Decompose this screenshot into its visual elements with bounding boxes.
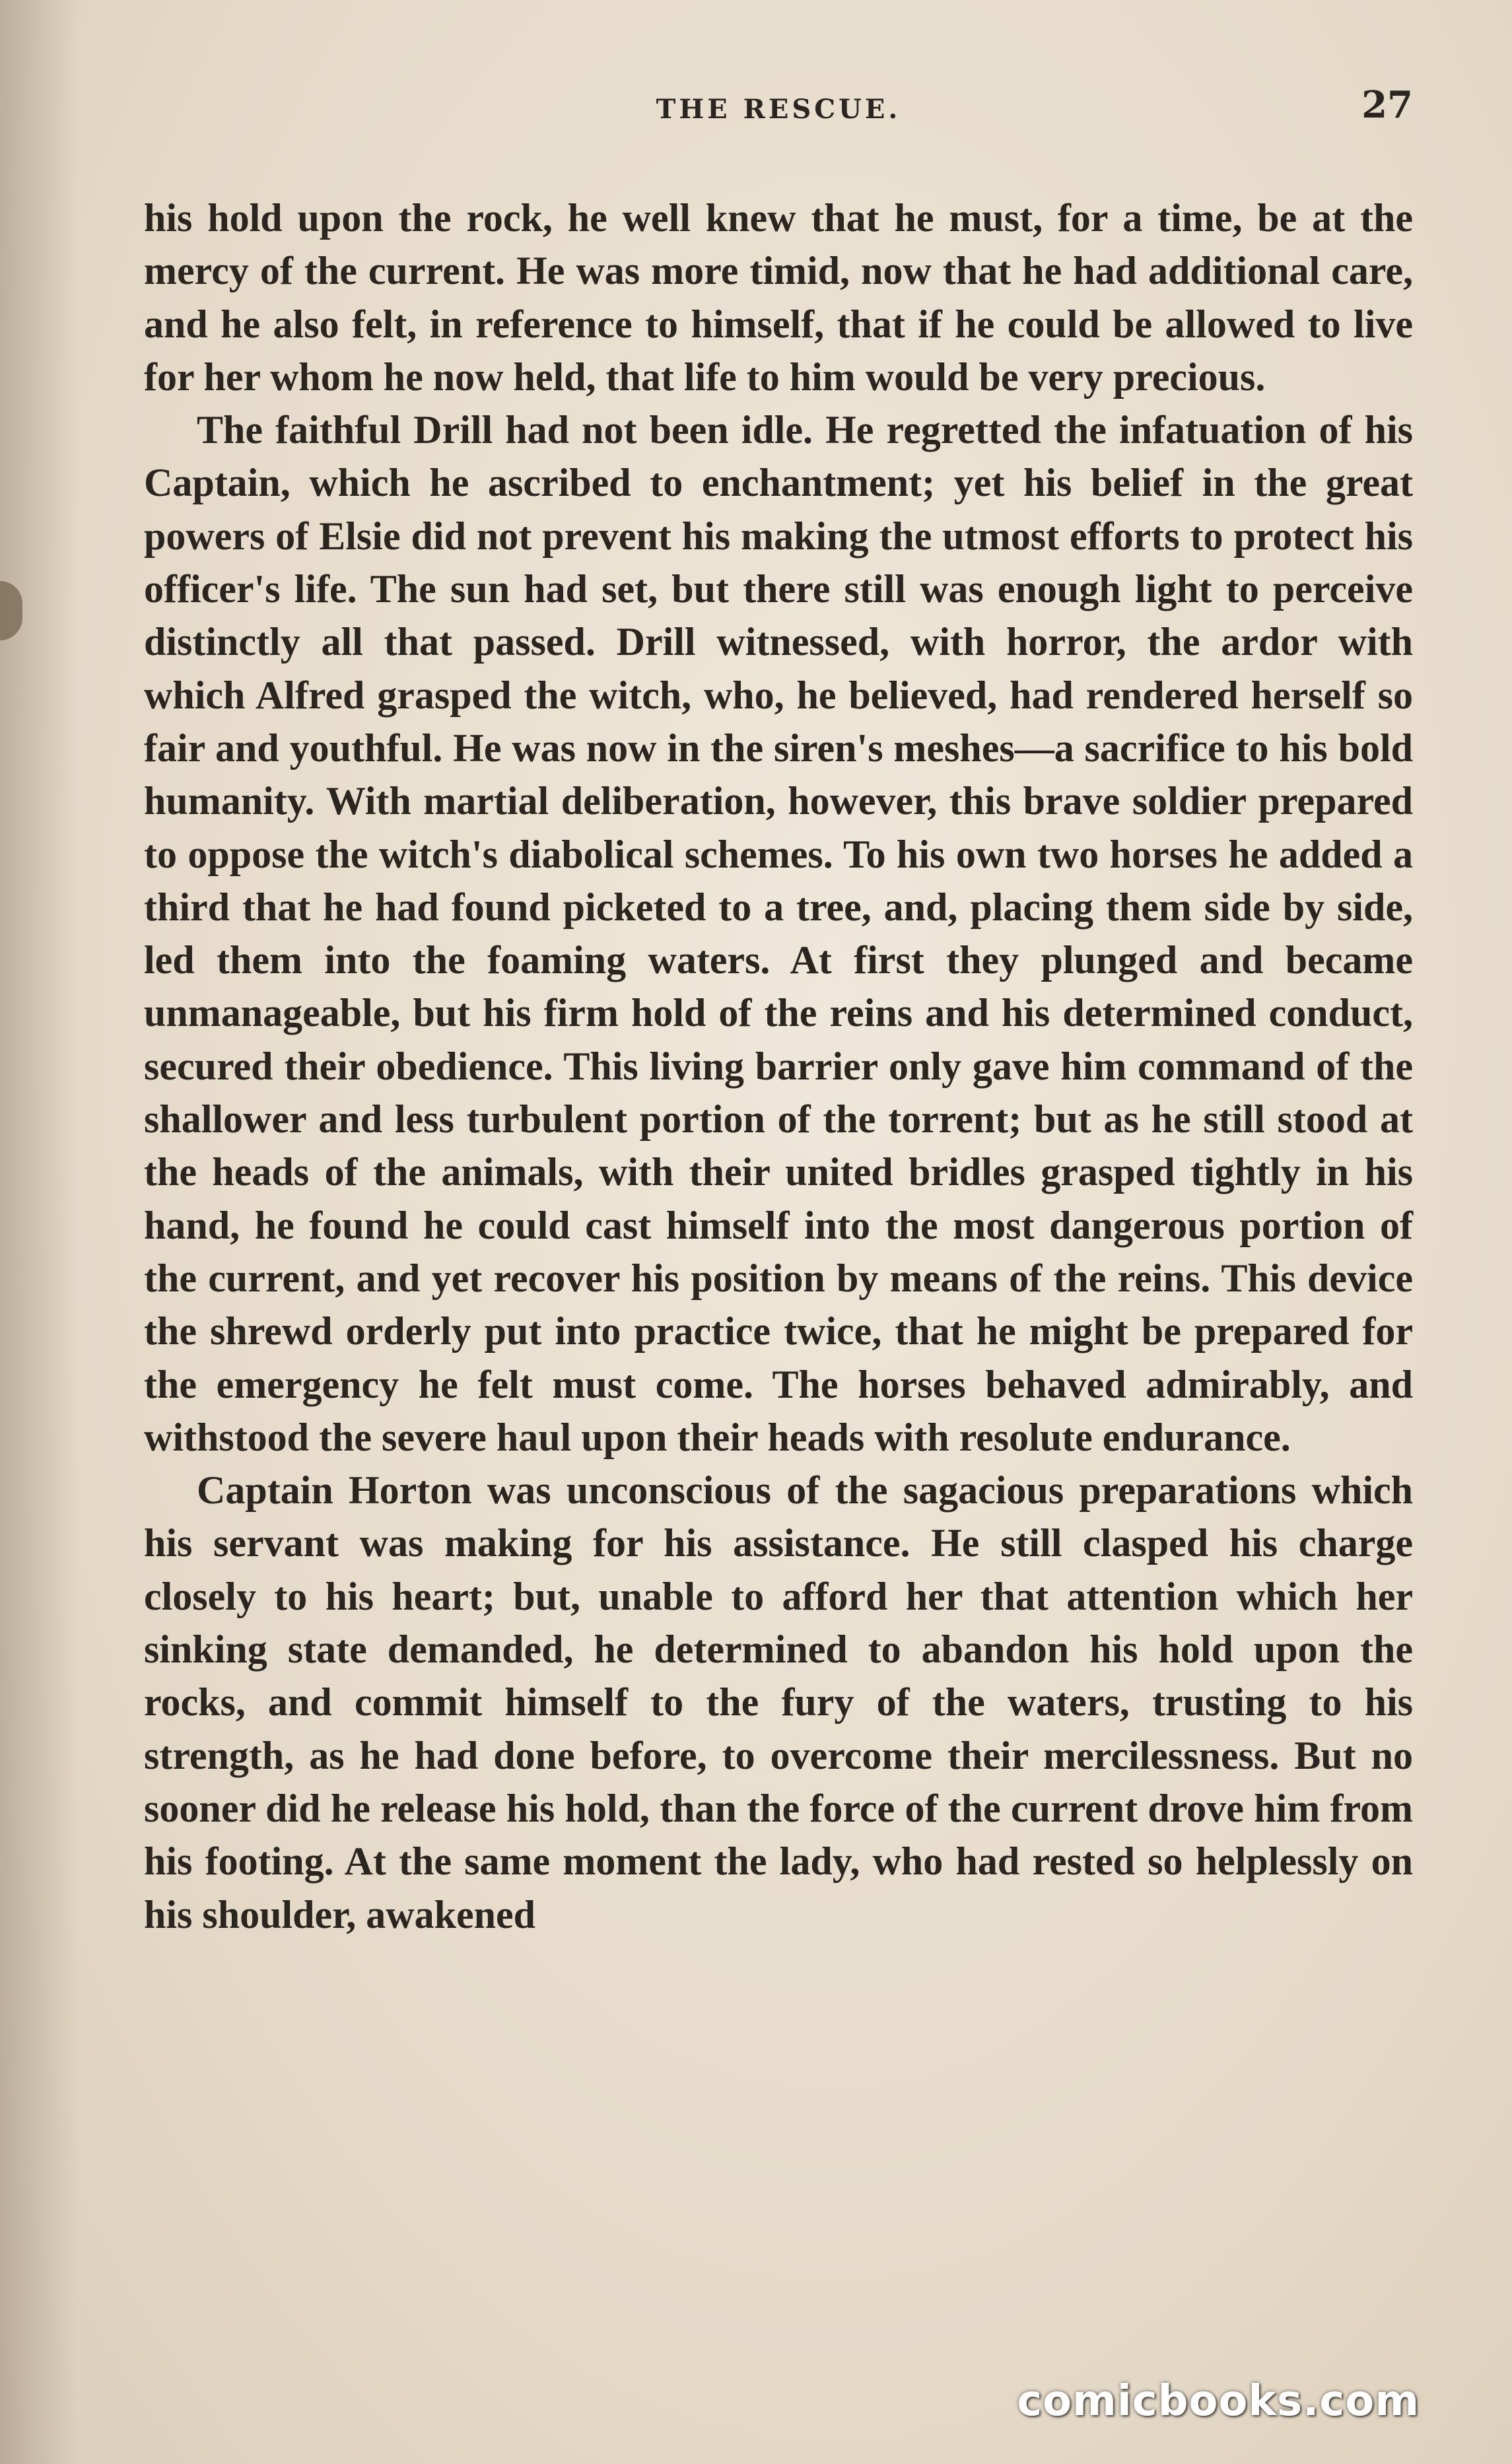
paragraph-continuation: his hold upon the rock, he well knew that he must, for a time, be at the mercy of the current. He was more timid, now that he had additional care, and he also felt, in reference to himself, that if he could be allowed to live for her whom he now held, that life to him would be very precious. xyxy=(144,196,1413,399)
gutter-shadow xyxy=(0,0,79,2464)
watermark: comicbooks.com xyxy=(1017,2377,1420,2426)
page-number: 27 xyxy=(1361,83,1413,127)
paragraph-captain-horton: Captain Horton was unconscious of the sagacious preparations which his servant was making for his assistance. He still clasped his charge closely to his heart; but, unable to afford her that attention which her sinking state demanded, he determined to abandon his hold upon the rocks, and commit himself to the fury of the waters, trusting to his strength, as he had done before, to overcome their mercilessness. But no sooner did he release his hold, than the force of the current drove him from his footing. At the same moment the lady, who had rested so helplessly on his shoulder, awakened xyxy=(144,1468,1413,1936)
paragraph-drill: The faithful Drill had not been idle. He regretted the infatuation of his Captain, which he ascribed to enchantment; yet his belief in the great powers of Elsie did not prevent his making the utmost efforts to protect his officer's life. The sun had set, but there still was enough light to perceive distinctly all that passed. Drill witnessed, with horror, the ardor with which Alfred grasped the witch, who, he believed, had rendered herself so fair and youthful. He was now in the siren's meshes—a sacrifice to his bold humanity. With martial deliberation, however, this brave soldier prepared to oppose the witch's diabolical schemes. To his own two horses he added a third that he had found picketed to a tree, and, placing them side by side, led them into the foaming waters. At first they plunged and became unmanageable, but his firm hold of the reins and his determined conduct, secured their obedience. This living barrier only gave him command of the shallower and less turbulent portion of the torrent; but as he still stood at the heads of the animals, with their united bridles grasped tightly in his hand, he found he could cast himself into the most dangerous portion of the current, and yet recover his position by means of the reins. This device the shrewd orderly put into practice twice, that he might be prepared for the emergency he felt must come. The horses behaved admirably, and withstood the severe haul upon their heads with resolute endurance. xyxy=(144,408,1413,1459)
body-text xyxy=(144,191,1413,1941)
page-header xyxy=(144,78,1413,144)
running-head: THE RESCUE. xyxy=(656,94,901,125)
